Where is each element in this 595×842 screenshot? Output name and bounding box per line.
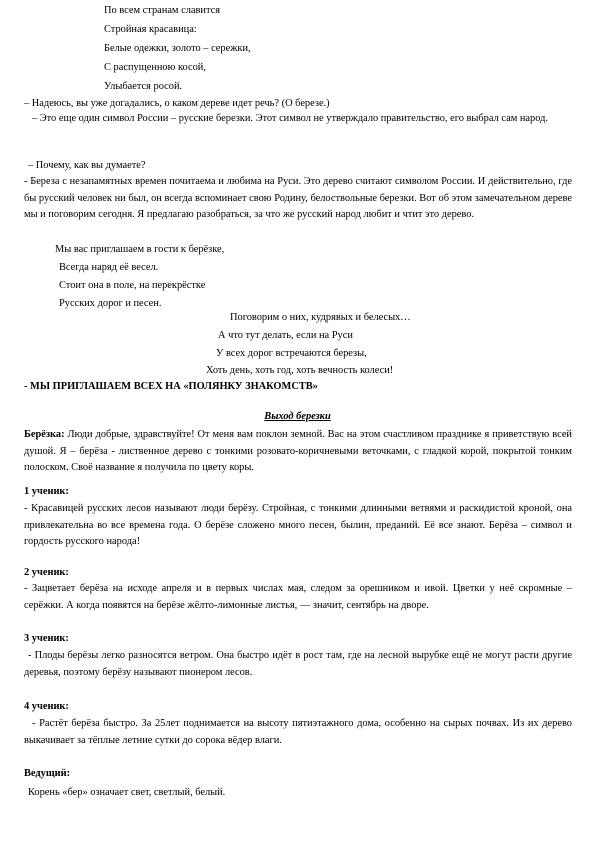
speech-text: - Красавицей русских лесов называют люди берёзу. Стройная, с тонкими длинными ветвями и раскидистой кроной, она привлекательна во все времена года. О берёзе сложено много песен, былин, преданий. Её все знают. Берёза – символ и гордость русского народа! [24,503,572,547]
poem-line: Стройная красавица: [104,24,197,35]
question-line: – Надеюсь, вы уже догадались, о каком дереве идет речь? (О березе.) [24,98,330,109]
invitation-heading: - МЫ ПРИГЛАШАЕМ ВСЕХ НА «ПОЛЯНКУ ЗНАКОМСТВ» [24,381,318,392]
speaker-label: 3 ученик: [24,633,69,644]
speaker-label: 2 ученик: [24,567,69,578]
speaker-label: Ведущий: [24,768,71,779]
speech-text: - Растёт берёза быстро. За 25лет поднимается на высоту пятиэтажного дома, особенно на сырых почвах. Из их дерево выкачивает за тёплые летние сутки до сорока вёдер влаги. [24,718,572,746]
poem-line: С распущенною косой, [104,62,206,73]
poem-line: А что тут делать, если на Руси [218,330,353,341]
speaker-label: 4 ученик: [24,701,69,712]
poem-line: Хоть день, хоть год, хоть вечность колеси! [206,365,394,376]
speech-text: Корень «бер» означает свет, светлый, белый. [28,787,226,798]
question-line: – Почему, как вы думаете? [28,160,146,171]
poem-line: Поговорим о них, кудрявых и белесых… [230,312,411,323]
poem-line: По всем странам славится [104,5,221,16]
speech-text: - Плоды берёзы легко разносятся ветром. Она быстро идёт в рост там, где на лесной вырубке ещё не могут расти другие деревья, поэтому берёзу называют пионером лесов. [24,650,572,678]
poem-line: Мы вас приглашаем в гости к берёзке, [55,244,225,255]
section-title: Выход березки [264,411,331,422]
paragraph: - Береза с незапамятных времен почитаема и любима на Руси. Это дерево считают символом России. И действительно, где бы русский человек ни был, он всегда вспоминает свою Родину, белоствольные березки. Вот об этом замечательном дереве мы и поговорим сегодня. Я предлагаю разобраться, за что же русский народ любит и чтит это дерево. [24,176,572,220]
poem-line: Стоит она в поле, на перекрёстке [59,280,206,291]
speaker-label: 1 ученик: [24,486,69,497]
paragraph: – Это еще один символ России – русские березки. Этот символ не утверждало правительство, его выбрал сам народ. [32,113,549,124]
speaker-label: Берёзка: [24,429,65,440]
poem-line: Белые одежки, золото – сережки, [104,43,251,54]
poem-line: Всегда наряд её весел. [59,262,159,273]
poem-line: Русских дорог и песен. [59,298,162,309]
speech-text: - Зацветает берёза на исходе апреля и в первых числах мая, следом за орешником и ивой. Цветки у неё скромные – серёжки. А когда появятся на берёзе жёлто-лимонные листья, — значит, сентябрь на дворе. [24,583,572,611]
poem-line: У всех дорог встречаются березы, [216,348,367,359]
birch-speech [24,427,572,477]
speech-text: Люди добрые, здравствуйте! От меня вам поклон земной. Вас на этом счастливом празднике я приветствую всей душой. Я – берёза - лиственное дерево с тонкими розовато-коричневыми веточками, с гладкой корой, покрытой тонким полоском. Своё название я получила по цвету коры. [24,429,572,473]
poem-line: Улыбается росой. [104,81,183,92]
